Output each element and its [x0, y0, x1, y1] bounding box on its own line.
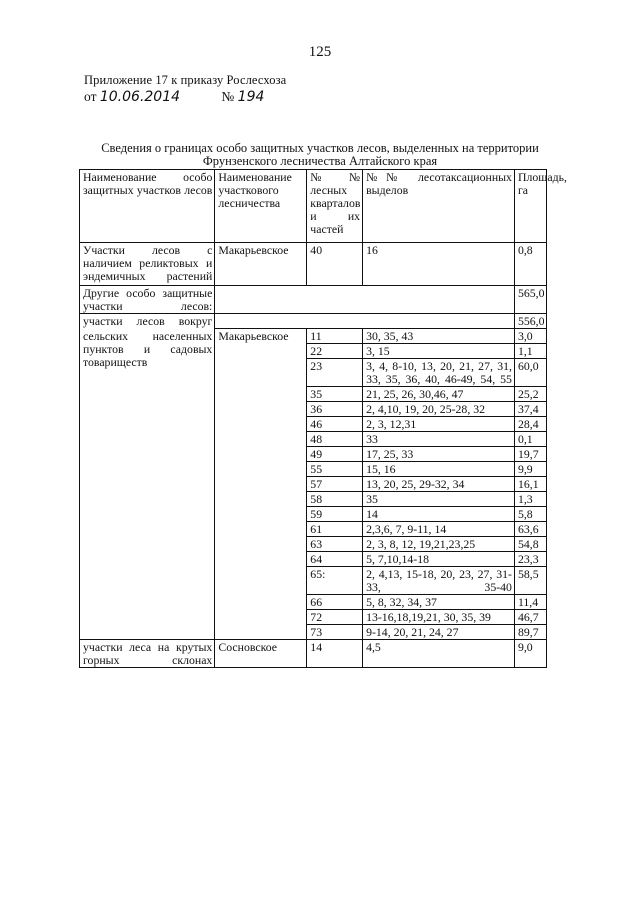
plots-cell: 13-16,18,19,21, 30, 35, 39: [363, 610, 515, 625]
plots-cell: 3, 15: [363, 344, 515, 359]
relict-name: Участки лесов с наличием реликтовых и эндемичных растений: [80, 243, 215, 286]
plots-cell: 33: [363, 432, 515, 447]
quarter-cell: 11: [307, 329, 363, 344]
header-plots: №№ лесотаксационных выделов: [363, 170, 515, 243]
document-title: [80, 142, 560, 168]
quarter-cell: 46: [307, 417, 363, 432]
other-empty: [215, 286, 515, 314]
area-cell: 1,3: [514, 492, 546, 507]
header-area: Площадь, га: [514, 170, 546, 243]
area-cell: 23,3: [514, 552, 546, 567]
area-cell: 89,7: [514, 625, 546, 640]
order-number: 194: [237, 89, 265, 105]
quarter-cell: 63: [307, 537, 363, 552]
quarter-cell: 72: [307, 610, 363, 625]
relict-plots: 16: [363, 243, 515, 286]
quarter-cell: 58: [307, 492, 363, 507]
area-cell: 3,0: [514, 329, 546, 344]
quarter-cell: 59: [307, 507, 363, 522]
plots-cell: 35: [363, 492, 515, 507]
area-cell: 9,9: [514, 462, 546, 477]
area-cell: 5,8: [514, 507, 546, 522]
plots-cell: 3, 4, 8-10, 13, 20, 21, 27, 31, 33, 35, 36, 40, 46-49, 54, 55: [363, 359, 515, 387]
header-forestry: Наименование участкового лесничества: [215, 170, 307, 243]
plots-cell: 2, 3, 8, 12, 19,21,23,25: [363, 537, 515, 552]
quarter-cell: 22: [307, 344, 363, 359]
slopes-area: 9,0: [514, 640, 546, 668]
plots-cell: 21, 25, 26, 30,46, 47: [363, 387, 515, 402]
slopes-name: участки леса на крутых горных склонах: [80, 640, 215, 668]
protected-areas-table: [79, 169, 567, 668]
document-title-line2: Фрунзенского лесничества Алтайского края: [202, 154, 438, 168]
area-cell: 37,4: [514, 402, 546, 417]
plots-cell: 2, 4,10, 19, 20, 25-28, 32: [363, 402, 515, 417]
table-row-relict: [80, 243, 547, 286]
plots-cell: 14: [363, 507, 515, 522]
area-cell: 58,5: [514, 567, 546, 595]
plots-cell: 17, 25, 33: [363, 447, 515, 462]
quarter-cell: 35: [307, 387, 363, 402]
area-cell: 19,7: [514, 447, 546, 462]
area-cell: 28,4: [514, 417, 546, 432]
slopes-plots: 4,5: [363, 640, 515, 668]
quarter-cell: 66: [307, 595, 363, 610]
quarter-cell: 64: [307, 552, 363, 567]
header-area-name: Наименование особо защитных участков лесов: [80, 170, 215, 243]
document-title-line1: Сведения о границах особо защитных участков лесов, выделенных на территории: [101, 141, 539, 155]
slopes-forestry: Сосновское: [215, 640, 307, 668]
quarter-cell: 61: [307, 522, 363, 537]
settlements-name-line1: участки лесов вокруг: [80, 314, 215, 329]
quarter-cell: 73: [307, 625, 363, 640]
plots-cell: 2,3,6, 7, 9-11, 14: [363, 522, 515, 537]
area-cell: 11,4: [514, 595, 546, 610]
table-row-other: [80, 286, 547, 314]
area-cell: 63,6: [514, 522, 546, 537]
plots-cell: 5, 8, 32, 34, 37: [363, 595, 515, 610]
order-number-label: №: [221, 89, 235, 104]
quarter-cell: 48: [307, 432, 363, 447]
relict-quarter: 40: [307, 243, 363, 286]
order-date: 10.06.2014: [99, 89, 181, 105]
other-name: Другие особо защитные участки лесов:: [80, 286, 215, 314]
quarter-cell: 23: [307, 359, 363, 387]
header-quarters: №№ лесных кварталов и их частей: [307, 170, 363, 243]
settlements-forestry: Макарьевское: [215, 329, 307, 640]
plots-cell: 30, 35, 43: [363, 329, 515, 344]
settlements-total-area: 556,0: [514, 314, 546, 329]
table-row-settlements-total: [80, 314, 547, 329]
quarter-cell: 49: [307, 447, 363, 462]
area-cell: 0,1: [514, 432, 546, 447]
order-from-label: от: [84, 89, 97, 104]
area-cell: 54,8: [514, 537, 546, 552]
area-cell: 16,1: [514, 477, 546, 492]
order-line: [84, 89, 264, 105]
plots-cell: 5, 7,10,14-18: [363, 552, 515, 567]
relict-area: 0,8: [514, 243, 546, 286]
area-cell: 46,7: [514, 610, 546, 625]
plots-cell: 9-14, 20, 21, 24, 27: [363, 625, 515, 640]
relict-forestry: Макарьевское: [215, 243, 307, 286]
settlements-name: сельских населенных пунктов и садовых товариществ: [80, 329, 215, 640]
area-cell: 60,0: [514, 359, 546, 387]
plots-cell: 15, 16: [363, 462, 515, 477]
area-cell: 25,2: [514, 387, 546, 402]
plots-cell: 2, 3, 12,31: [363, 417, 515, 432]
quarter-cell: 65:: [307, 567, 363, 595]
appendix-reference: Приложение 17 к приказу Рослесхоза: [84, 73, 287, 87]
other-area: 565,0: [514, 286, 546, 314]
slopes-quarter: 14: [307, 640, 363, 668]
table-row: [80, 329, 547, 344]
quarter-cell: 55: [307, 462, 363, 477]
quarter-cell: 57: [307, 477, 363, 492]
plots-cell: 13, 20, 25, 29-32, 34: [363, 477, 515, 492]
plots-cell: 2, 4,13, 15-18, 20, 23, 27, 31-33, 35-40: [363, 567, 515, 595]
settlements-total-empty: [215, 314, 515, 329]
quarter-cell: 36: [307, 402, 363, 417]
page-number: 125: [308, 44, 332, 60]
area-cell: 1,1: [514, 344, 546, 359]
table-header-row: [80, 170, 547, 243]
table-row-slopes: [80, 640, 547, 668]
